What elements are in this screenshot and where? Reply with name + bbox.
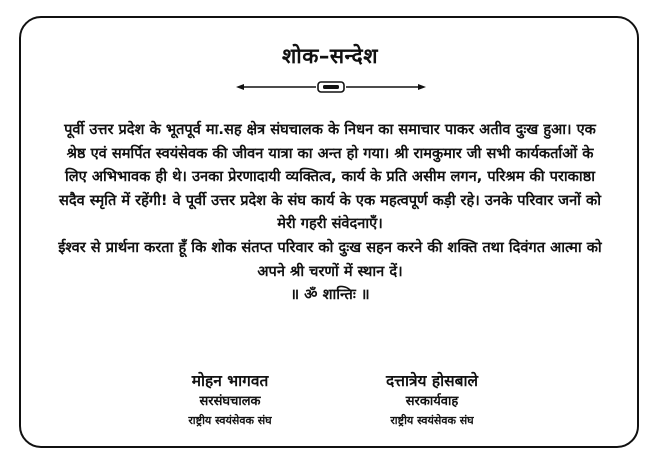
message-paragraph: पूर्वी उत्तर प्रदेश के भूतपूर्व मा.सह क्षेत्र संघचालक के निधन का समाचार पाकर अतीव दुःख हुआ। एक श्रेष्ठ एवं समर्पित स्वयंसेवक की जीवन यात्रा का अन्त हो गया। श्री रामकुमार जी सभी कार्यकर्ताओं के लिए अभिभावक ही थे। उनका प्रेरणादायी व्यक्तित्व, कार्य के प्रति असीम लगन, परिश्रम की पराकाष्ठा सदैव स्मृति में रहेंगी! वे पूर्वी उत्तर प्रदेश के संघ कार्य के एक महत्वपूर्ण कड़ी रहे। उनके परिवार जनों को मेरी गहरी संवेदनाएँ।: [58, 121, 602, 233]
divider-ornament-icon: [236, 79, 426, 95]
signatory-name: मोहन भागवत: [191, 372, 269, 390]
signatory-role: सरकार्यवाह: [405, 394, 459, 409]
prayer-paragraph: ईश्वर से प्रार्थना करता हूँ कि शोक संतप्त परिवार को दुःख सहन करने की शक्ति तथा दिवंगत आत्मा को अपने श्री चरणों में स्थान दें।: [58, 238, 602, 280]
signatory-org: राष्ट्रीय स्वयंसेवक संघ: [188, 414, 272, 427]
signatory-right: [342, 370, 522, 431]
message-body: [56, 118, 604, 307]
page-title: शोक–सन्देश: [282, 44, 378, 68]
signatory-org: राष्ट्रीय स्वयंसेवक संघ: [390, 414, 474, 427]
signatory-role: सरसंघचालक: [199, 394, 261, 409]
signatory-name: दत्तात्रेय होसबाले: [386, 372, 478, 390]
signatory-left: [140, 370, 320, 431]
shanti-line: ॥ ॐ शान्तिः ॥: [290, 286, 370, 304]
